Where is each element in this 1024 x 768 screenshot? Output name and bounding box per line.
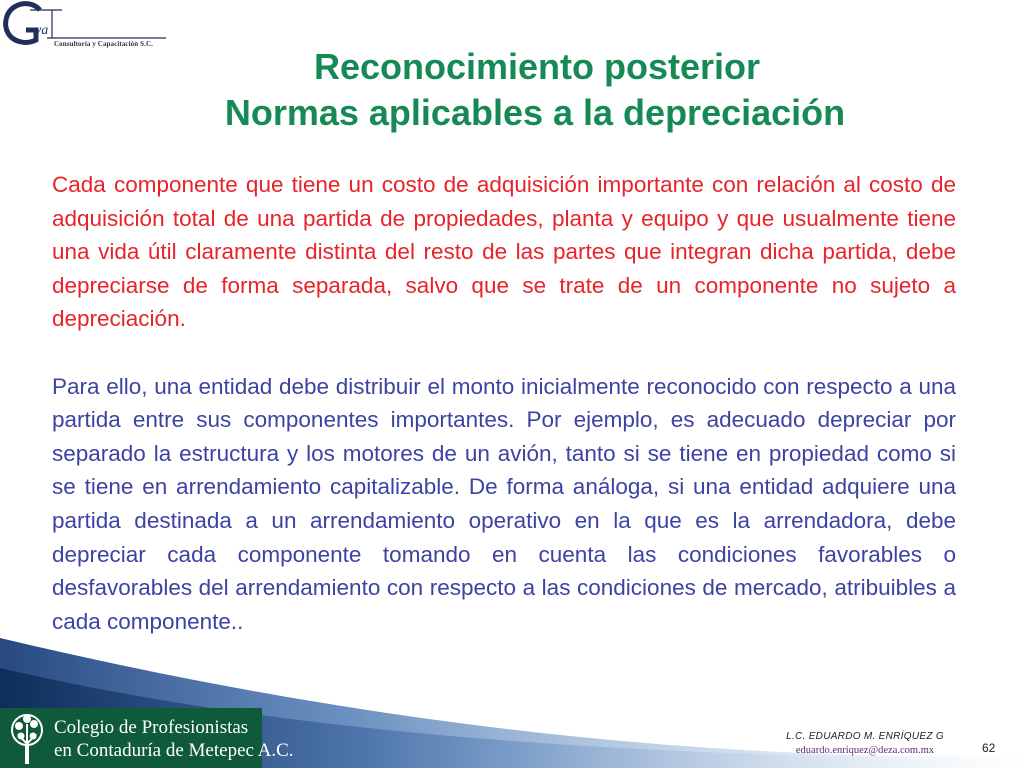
slide-title [0,44,1024,136]
colegio-line-2: en Contaduría de Metepec A.C. [54,740,294,761]
tree-icon [4,710,50,766]
paragraph-components: Cada componente que tiene un costo de adquisición importante con relación al costo de adquisición total de una partida de propiedades, planta y equipo y que usualmente tiene una vida útil claramente distinta del resto de las partes que integran dicha partida, debe depreciarse de forma separada, salvo que se trate de un componente no sujeto a depreciación. [52,172,956,332]
logo-letters: va [35,23,49,38]
paragraph-example: Para ello, una entidad debe distribuir el monto inicialmente reconocido con respecto a una partida entre sus componentes importantes. Por ejemplo, es adecuado depreciar por separado la estructura y los motores de un avión, tanto si se tiene en propiedad como si se tiene en arrendamiento capitalizable. De forma análoga, si una entidad adquiere una partida destinada a un arrendamiento operativo en la que es la arrendadora, debe depreciar cada componente tomando en cuenta las condiciones favorables o desfavorables del arrendamiento con respecto a las condiciones de mercado, atribuibles a cada componente.. [52,373,956,634]
title-line-2: Normas aplicables a la depreciación [224,92,846,133]
logo-subtitle: Consultoría y Capacitación S.C. [54,40,153,48]
colegio-name [54,716,294,762]
colegio-banner [0,708,294,768]
title-line-1: Reconocimiento posterior [313,46,761,87]
colegio-line-1: Colegio de Profesionistas [54,717,249,738]
slide-body [52,168,956,638]
author-credit [770,731,960,756]
author-email: eduardo.enriquez@deza.com.mx [795,745,935,756]
page-number: 62 [982,741,996,755]
author-name: L.C. EDUARDO M. ENRÍQUEZ G [786,731,944,742]
